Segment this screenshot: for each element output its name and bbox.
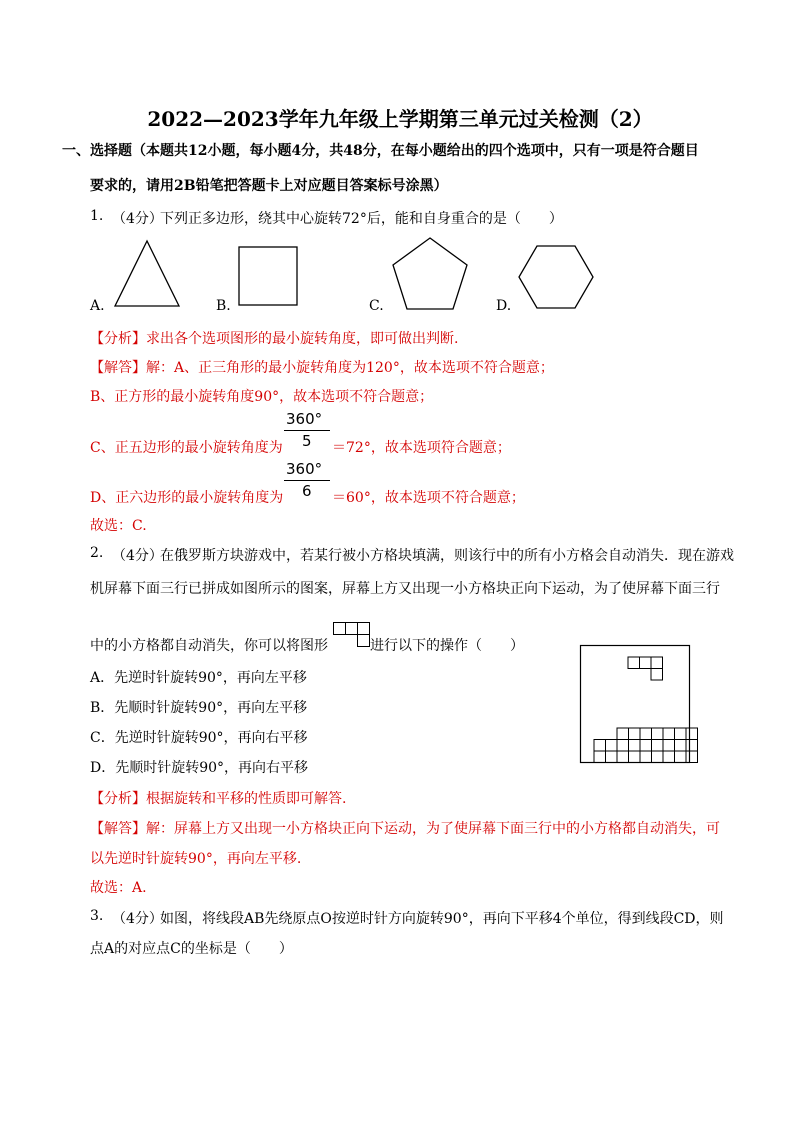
q2-analysis-tag: 【分析】 xyxy=(90,791,146,807)
q1-option-a: A. xyxy=(90,298,105,314)
tetris-cell xyxy=(617,740,629,752)
tetris-cell xyxy=(675,728,687,740)
q1-analysis: 求出各个选项图形的最小旋转角度，即可做出判断. xyxy=(146,331,459,347)
q2-answer-line1: 解：屏幕上方又出现一小方格块正向下运动，为了使屏幕下面三行中的小方格都自动消失，可 xyxy=(146,821,720,837)
q1-frac2-denominator: 6 xyxy=(302,482,312,500)
tetris-cell xyxy=(663,740,675,752)
q1-score: （4分） xyxy=(112,211,163,227)
tetris-cell xyxy=(594,751,606,763)
tetris-cell xyxy=(606,740,618,752)
q3-number: 3. xyxy=(90,908,104,924)
page-title: 2022—2023学年九年级上学期第三单元过关检测（2） xyxy=(147,107,653,131)
q1-answer-line4-post: ＝60°，故本选项不符合题意； xyxy=(332,490,525,506)
tetris-cell xyxy=(629,751,641,763)
pentagon-figure xyxy=(390,236,470,312)
q2-choice: 故选：A. xyxy=(90,880,147,896)
tetris-cell xyxy=(628,657,640,669)
q3-score: （4分） xyxy=(112,911,163,927)
q2-option-a: A．先逆时针旋转90°，再向左平移 xyxy=(90,670,307,686)
q1-option-c: C. xyxy=(369,298,384,314)
tetris-cell xyxy=(594,740,606,752)
q2-option-c: C．先逆时针旋转90°，再向右平移 xyxy=(90,730,308,746)
q2-stem-line3-pre: 中的小方格都自动消失，你可以将图形 xyxy=(90,638,328,654)
hexagon-figure xyxy=(518,244,594,310)
q2-stem-line2: 机屏幕下面三行已拼成如图所示的图案，屏幕上方又出现一小方格块正向下运动，为了使屏幕下面三行 xyxy=(90,581,720,597)
q1-frac1-numerator: 360° xyxy=(286,410,323,428)
section-header-line1: 一、选择题（本题共12小题，每小题4分，共48分，在每小题给出的四个选项中，只有一项是符合题目 xyxy=(62,143,699,159)
tetris-cell xyxy=(617,751,629,763)
q2-stem-line3-post: 进行以下的操作（ ） xyxy=(370,638,524,654)
q2-answer-tag: 【解答】 xyxy=(90,821,146,837)
tetris-cell xyxy=(686,751,698,763)
q1-answer-line2: B、正方形的最小旋转角度90°，故本选项不符合题意； xyxy=(90,389,434,405)
q2-analysis: 根据旋转和平移的性质即可解答. xyxy=(146,791,347,807)
q1-frac1-denominator: 5 xyxy=(302,432,312,450)
q1-answer-line1: 解：A、正三角形的最小旋转角度为120°，故本选项不符合题意； xyxy=(146,360,554,376)
tetris-screen-figure xyxy=(580,645,692,765)
q2-number: 2. xyxy=(90,545,104,561)
tetris-cell xyxy=(651,669,663,681)
tetris-cell xyxy=(663,728,675,740)
tetris-cell xyxy=(652,728,664,740)
q2-stem-line1: 在俄罗斯方块游戏中，若某行被小方格块填满，则该行中的所有小方格会自动消失．现在游戏 xyxy=(160,548,734,564)
tetris-cell xyxy=(686,728,698,740)
tetris-cell xyxy=(629,740,641,752)
q1-stem: 下列正多边形，绕其中心旋转72°后，能和自身重合的是（ ） xyxy=(160,211,563,227)
triangle-figure xyxy=(112,238,182,310)
tetris-cell xyxy=(675,740,687,752)
q1-option-d: D. xyxy=(496,298,512,314)
tetris-cell xyxy=(640,751,652,763)
tetris-cell xyxy=(675,751,687,763)
tetris-cell xyxy=(652,751,664,763)
q1-frac2-numerator: 360° xyxy=(286,460,323,478)
q1-answer-tag: 【解答】 xyxy=(90,360,146,376)
tetris-cell xyxy=(640,657,652,669)
q2-option-b: B．先顺时针旋转90°，再向左平移 xyxy=(90,700,308,716)
tetris-cell xyxy=(640,740,652,752)
q3-stem-line1: 如图，将线段AB先绕原点O按逆时针方向旋转90°，再向下平移4个单位，得到线段CD，则 xyxy=(160,911,724,927)
q1-analysis-tag: 【分析】 xyxy=(90,331,146,347)
q2-answer-line2: 以先逆时针旋转90°，再向左平移. xyxy=(90,851,302,867)
q2-score: （4分） xyxy=(112,548,163,564)
q1-option-b: B. xyxy=(216,298,231,314)
q1-answer-line4-pre: D、正六边形的最小旋转角度为 xyxy=(90,490,284,506)
q1-answer-line3-pre: C、正五边形的最小旋转角度为 xyxy=(90,440,283,456)
tetris-cell xyxy=(606,751,618,763)
q1-choice: 故选：C. xyxy=(90,518,147,534)
q1-answer-line3-post: ＝72°，故本选项符合题意； xyxy=(332,440,511,456)
q1-frac2-bar xyxy=(284,480,330,481)
tetris-cell xyxy=(617,728,629,740)
q1-frac1-bar xyxy=(284,430,330,431)
tetris-cell xyxy=(663,751,675,763)
section-header-line2: 要求的，请用2B铅笔把答题卡上对应题目答案标号涂黑） xyxy=(90,178,448,194)
q3-stem-line2: 点A的对应点C的坐标是（ ） xyxy=(90,941,293,957)
tetris-cell xyxy=(652,740,664,752)
tetris-piece-icon xyxy=(333,622,373,648)
tetris-cell xyxy=(651,657,663,669)
q2-option-d: D．先顺时针旋转90°，再向右平移 xyxy=(90,760,309,776)
tetris-cell xyxy=(629,728,641,740)
square-figure xyxy=(238,246,300,308)
q1-number: 1. xyxy=(90,208,104,224)
tetris-cell xyxy=(640,728,652,740)
tetris-cell xyxy=(686,740,698,752)
